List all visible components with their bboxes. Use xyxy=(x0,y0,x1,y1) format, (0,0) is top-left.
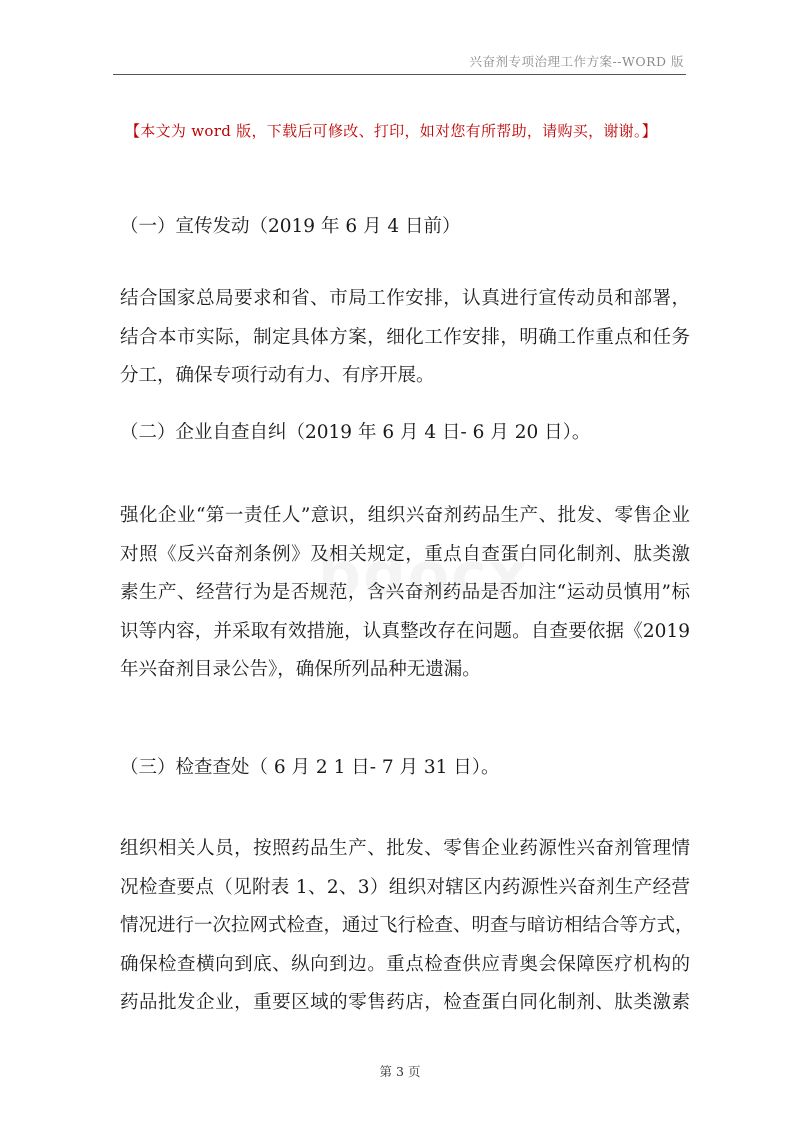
document-header-title: 兴奋剂专项治理工作方案--WORD 版 xyxy=(469,54,684,69)
paragraph-line: 年兴奋剂目录公告》，确保所列品种无遗漏。 xyxy=(120,659,481,680)
section-heading-2: （二）企业自查自纠（2019 年 6 月 4 日- 6 月 20 日）。 xyxy=(120,422,591,443)
paragraph-line: 组织相关人员，按照药品生产、批发、零售企业药源性兴奋剂管理情 xyxy=(120,838,690,859)
section-heading-1: （一）宣传发动（2019 年 6 月 4 日前） xyxy=(120,216,461,237)
paragraph-line: 强化企业“第一责任人”意识，组织兴奋剂药品生产、批发、零售企业 xyxy=(120,505,690,526)
section-paragraph-2 xyxy=(120,497,690,690)
paragraph-line: 识等内容，并采取有效措施，认真整改存在问题。自查要依据《2019 xyxy=(120,620,690,642)
section-heading-3: （三）检查查处（ 6 月 2 1 日- 7 月 31 日）。 xyxy=(120,757,500,778)
paragraph-line: 对照《反兴奋剂条例》及相关规定，重点自查蛋白同化制剂、肽类激 xyxy=(120,543,690,565)
paragraph-line: 况检查要点（见附表 1、2、3）组织对辖区内药源性兴奋剂生产经营 xyxy=(120,876,690,898)
header-divider xyxy=(113,74,686,75)
paragraph-line: 情况进行一次拉网式检查，通过飞行检查、明查与暗访相结合等方式， xyxy=(120,915,694,936)
section-paragraph-3 xyxy=(120,830,694,1023)
paragraph-line: 分工，确保专项行动有力、有序开展。 xyxy=(120,365,435,386)
paragraph-line: 确保检查横向到底、纵向到边。重点检查供应青奥会保障医疗机构的 xyxy=(120,953,690,975)
purchase-notice: 【本文为 word 版，下载后可修改、打印，如对您有所帮助，请购买，谢谢。】 xyxy=(125,122,658,140)
section-paragraph-1 xyxy=(120,280,690,396)
page-number: 第 3 页 xyxy=(379,1064,421,1079)
paragraph-line: 药品批发企业，重要区域的零售药店，检查蛋白同化制剂、肽类激素 xyxy=(120,992,690,1013)
paragraph-line: 结合国家总局要求和省、市局工作安排，认真进行宣传动员和部署， xyxy=(120,288,690,309)
paragraph-line: 结合本市实际，制定具体方案，细化工作安排，明确工作重点和任务 xyxy=(120,326,690,348)
paragraph-line: 素生产、经营行为是否规范，含兴奋剂药品是否加注“运动员慎用”标 xyxy=(120,582,690,603)
